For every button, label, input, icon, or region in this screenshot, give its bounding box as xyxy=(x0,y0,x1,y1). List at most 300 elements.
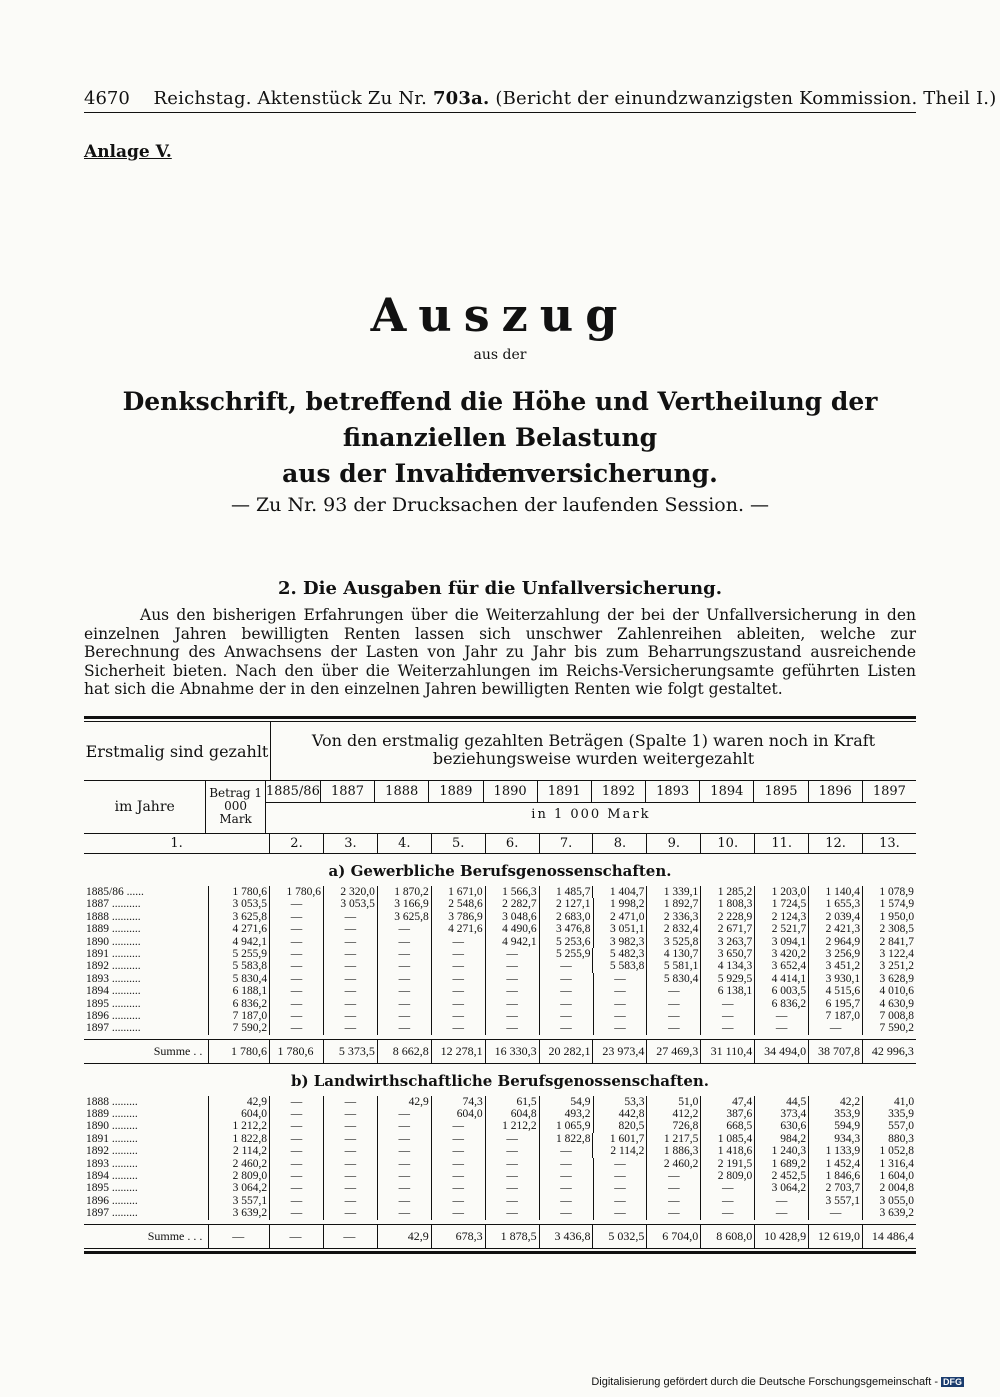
row-year: 1891 .......... xyxy=(86,947,141,960)
row-value: 44,5 xyxy=(754,1096,808,1108)
row-value: — xyxy=(269,1207,323,1219)
col-amount-label: Betrag 1 000 Mark xyxy=(205,781,264,833)
row-value: — xyxy=(377,1010,431,1022)
row-value: 3 263,7 xyxy=(700,936,754,948)
row-value: — xyxy=(485,1182,539,1194)
row-value: — xyxy=(269,1133,323,1145)
row-value: — xyxy=(269,985,323,997)
table-row xyxy=(84,936,916,948)
row-value: — xyxy=(700,1010,754,1022)
row-value: — xyxy=(485,1133,539,1145)
row-value: 3 982,3 xyxy=(593,936,647,948)
body-paragraph: Aus den bisherigen Erfahrungen über die Weiterzahlung der bei der Unfallversicherung in den einzelnen Jahren bewilligten Renten lassen sich unschwer Zahlenreihen ableiten, welche zur Berechnung des Anwachsens der Lasten von Jahr zu Jahr bis zum Beharrungszustand ausreichende Sicherheit bieten. Nach den über die Weiterzahlungen im Reichs-Versicherungsamte geführten Listen hat sich die Abnahme der in den einzelnen Jahren bewilligten Renten wie folgt gestaltet. xyxy=(84,606,916,698)
row-value: 1 870,2 xyxy=(377,886,431,898)
row-value: 2 548,6 xyxy=(431,898,485,910)
row-value: 3 122,4 xyxy=(862,948,916,960)
row-value: — xyxy=(593,1010,647,1022)
row-value: — xyxy=(700,998,754,1010)
row-value: — xyxy=(539,973,593,985)
row-value: 2 683,0 xyxy=(539,911,593,923)
row-value: 5 581,1 xyxy=(646,960,700,972)
row-amount: 2 114,2 xyxy=(208,1145,269,1157)
year-header: 1885/86 xyxy=(265,784,320,799)
row-value: — xyxy=(431,1145,485,1157)
row-value: 6 003,5 xyxy=(754,985,808,997)
year-header: 1896 xyxy=(808,781,862,802)
row-value: — xyxy=(431,1195,485,1207)
row-value: 4 630,9 xyxy=(862,998,916,1010)
row-value: 7 590,2 xyxy=(862,1022,916,1034)
row-amount: 7 590,2 xyxy=(208,1022,269,1034)
table-row xyxy=(84,998,916,1010)
header-number: 703a. xyxy=(432,88,490,109)
row-value: 4 942,1 xyxy=(485,936,539,948)
row-value: 7 008,8 xyxy=(862,1010,916,1022)
row-value: 3 557,1 xyxy=(808,1195,862,1207)
row-year: 1888 ......... xyxy=(86,1095,138,1108)
row-value: 53,3 xyxy=(593,1096,647,1108)
row-value: 1 217,5 xyxy=(646,1133,700,1145)
row-value: 4 490,6 xyxy=(485,923,539,935)
row-value: — xyxy=(377,1022,431,1034)
row-value: — xyxy=(431,960,485,972)
row-value: 2 421,3 xyxy=(808,923,862,935)
row-year: 1890 .......... xyxy=(86,935,141,948)
table-bottom-rule xyxy=(84,1251,916,1254)
header-rule xyxy=(84,112,916,113)
head-right: Von den erstmalig gezahlten Beträgen (Spalte 1) waren noch in Kraft beziehungsweise wurden weitergezahlt xyxy=(311,731,876,768)
row-value: 2 471,0 xyxy=(593,911,647,923)
row-value: — xyxy=(485,1207,539,1219)
table-row xyxy=(84,1182,916,1194)
table-row xyxy=(84,886,916,898)
row-value: — xyxy=(323,1096,377,1108)
row-value: 41,0 xyxy=(862,1096,916,1108)
row-value: — xyxy=(754,1022,808,1034)
row-value: — xyxy=(323,1182,377,1194)
row-value: — xyxy=(485,1158,539,1170)
row-amount: 2 460,2 xyxy=(208,1158,269,1170)
row-value: — xyxy=(700,1182,754,1194)
row-amount: 1 780,6 xyxy=(208,886,269,898)
row-value: 335,9 xyxy=(862,1108,916,1120)
row-value: 2 124,3 xyxy=(754,911,808,923)
row-value: — xyxy=(431,1120,485,1132)
column-number: 4. xyxy=(377,834,431,853)
row-value: 4 130,7 xyxy=(646,948,700,960)
row-value: — xyxy=(323,985,377,997)
row-value: — xyxy=(593,985,647,997)
row-value: 3 639,2 xyxy=(862,1207,916,1219)
row-value: — xyxy=(593,1195,647,1207)
row-value: 1 808,3 xyxy=(700,898,754,910)
aus-der: aus der xyxy=(473,347,527,363)
sum-amount: — xyxy=(208,1225,269,1248)
column-number: 8. xyxy=(592,834,646,853)
row-value: 3 930,1 xyxy=(808,973,862,985)
row-value: — xyxy=(269,1170,323,1182)
row-value: — xyxy=(539,1022,593,1034)
row-value: 1 724,5 xyxy=(754,898,808,910)
row-value: 4 134,3 xyxy=(700,960,754,972)
subtitle-line-2: aus der Invalidenversicherung. xyxy=(282,459,718,488)
row-value: — xyxy=(269,1096,323,1108)
row-value: 4 010,6 xyxy=(862,985,916,997)
row-value: — xyxy=(269,911,323,923)
row-value: — xyxy=(431,1133,485,1145)
row-value: — xyxy=(323,1010,377,1022)
row-value: 3 064,2 xyxy=(754,1182,808,1194)
row-value: — xyxy=(539,985,593,997)
row-value: — xyxy=(646,1022,700,1034)
year-header: 1888 xyxy=(374,781,428,802)
row-value: — xyxy=(269,1195,323,1207)
row-value: — xyxy=(754,1195,808,1207)
row-value: — xyxy=(646,985,700,997)
page-number: 4670 xyxy=(84,88,130,109)
header-post: (Bericht der einundzwanzigsten Kommission. Theil I.) xyxy=(495,88,997,109)
row-value: 3 786,9 xyxy=(431,911,485,923)
row-value: 1 780,6 xyxy=(269,886,323,898)
row-value: — xyxy=(269,898,323,910)
row-year: 1896 ......... xyxy=(86,1194,138,1207)
row-value: — xyxy=(539,1010,593,1022)
row-value: — xyxy=(431,973,485,985)
row-value: — xyxy=(323,960,377,972)
data-table xyxy=(84,716,916,1254)
sum-value: 27 469,3 xyxy=(646,1040,700,1063)
row-value: 5 482,3 xyxy=(592,948,646,960)
row-value: 6 836,2 xyxy=(754,998,808,1010)
year-block xyxy=(265,781,916,833)
row-value: 934,3 xyxy=(808,1133,862,1145)
row-amount: 3 639,2 xyxy=(208,1207,269,1219)
row-value: 4 271,6 xyxy=(431,923,485,935)
column-number: 9. xyxy=(646,834,700,853)
row-value: 3 652,4 xyxy=(754,960,808,972)
row-value: — xyxy=(269,936,323,948)
row-year: 1885/86 ...... xyxy=(86,886,144,898)
year-header: 1889 xyxy=(428,781,482,802)
row-value: — xyxy=(431,1207,485,1219)
row-value: 7 187,0 xyxy=(808,1010,862,1022)
row-value: — xyxy=(377,1195,431,1207)
row-value: 1 339,1 xyxy=(646,886,700,898)
row-value: 3 650,7 xyxy=(700,948,754,960)
row-amount: 2 809,0 xyxy=(208,1170,269,1182)
row-value: 2 336,3 xyxy=(646,911,700,923)
row-value: — xyxy=(269,1022,323,1034)
title-rule xyxy=(462,470,538,471)
row-amount: 4 942,1 xyxy=(208,936,269,948)
dfg-logo: DFG xyxy=(943,1377,962,1387)
row-year: 1895 .......... xyxy=(86,997,141,1010)
row-value: — xyxy=(539,998,593,1010)
row-value: — xyxy=(269,1182,323,1194)
row-value: 1 485,7 xyxy=(539,886,593,898)
row-amount: 3 625,8 xyxy=(208,911,269,923)
row-value: 2 039,4 xyxy=(808,911,862,923)
row-value: 1 052,8 xyxy=(862,1145,916,1157)
row-value: — xyxy=(431,936,485,948)
row-value: 1 212,2 xyxy=(485,1120,539,1132)
row-value: 3 625,8 xyxy=(377,911,431,923)
table-row xyxy=(84,1195,916,1207)
sum-value: 34 494,0 xyxy=(754,1040,808,1063)
row-value: 2 521,7 xyxy=(754,923,808,935)
sum-value: 20 282,1 xyxy=(539,1040,593,1063)
sum-value: 16 330,3 xyxy=(485,1040,539,1063)
row-value: 3 628,9 xyxy=(862,973,916,985)
row-value: 2 191,5 xyxy=(700,1158,754,1170)
row-value: — xyxy=(269,948,323,960)
row-year: 1892 ......... xyxy=(86,1145,138,1158)
row-value: 1 285,2 xyxy=(700,886,754,898)
row-value: — xyxy=(269,1145,323,1157)
row-value: — xyxy=(377,1207,431,1219)
row-year: 1897 .......... xyxy=(86,1022,141,1035)
row-amount: 3 064,2 xyxy=(208,1182,269,1194)
row-value: — xyxy=(377,1145,431,1157)
row-value: — xyxy=(539,960,593,972)
column-number: 11. xyxy=(754,834,808,853)
row-value: 2 703,7 xyxy=(808,1182,862,1194)
row-value: 2 228,9 xyxy=(700,911,754,923)
row-year: 1895 ......... xyxy=(86,1182,138,1195)
row-value: 5 929,5 xyxy=(700,973,754,985)
row-value: 1 418,6 xyxy=(700,1145,754,1157)
row-amount: 3 053,5 xyxy=(208,898,269,910)
row-value: — xyxy=(377,985,431,997)
sum-row xyxy=(84,1039,916,1064)
row-value: 1 574,9 xyxy=(862,898,916,910)
document-title: Auszug xyxy=(370,288,630,342)
row-amount: 42,9 xyxy=(208,1096,269,1108)
row-value: 604,8 xyxy=(485,1108,539,1120)
row-value: 1 886,3 xyxy=(646,1145,700,1157)
section-heading: 2. Die Ausgaben für die Unfallversicherung. xyxy=(277,578,722,599)
row-value: 1 133,9 xyxy=(808,1145,862,1157)
sum-amount: 1 780,6 xyxy=(208,1040,269,1063)
row-value: — xyxy=(485,998,539,1010)
row-value: — xyxy=(323,923,377,935)
row-value: — xyxy=(485,1010,539,1022)
table-row xyxy=(84,1096,916,1108)
session-reference: — Zu Nr. 93 der Drucksachen der laufenden Session. — xyxy=(230,494,770,516)
row-value: 6 138,1 xyxy=(700,985,754,997)
row-value: — xyxy=(593,973,647,985)
row-value: 1 078,9 xyxy=(862,886,916,898)
row-value: 880,3 xyxy=(862,1133,916,1145)
row-value: 2 841,7 xyxy=(862,936,916,948)
row-value: — xyxy=(754,1010,808,1022)
row-value: — xyxy=(593,1022,647,1034)
row-value: 3 420,2 xyxy=(754,948,808,960)
row-year: 1896 .......... xyxy=(86,1009,141,1022)
row-value: 820,5 xyxy=(593,1120,647,1132)
row-amount: 1 212,2 xyxy=(208,1120,269,1132)
row-value: 2 127,1 xyxy=(539,898,593,910)
sum-label: Summe . . xyxy=(153,1043,203,1058)
sum-value: 38 707,8 xyxy=(808,1040,862,1063)
row-value: 373,4 xyxy=(754,1108,808,1120)
row-value: — xyxy=(377,960,431,972)
document-subtitle xyxy=(80,384,920,492)
year-header: 1893 xyxy=(645,781,699,802)
column-number: 5. xyxy=(431,834,485,853)
row-value: — xyxy=(593,1207,647,1219)
row-value: — xyxy=(377,973,431,985)
row-value: — xyxy=(593,998,647,1010)
sum-value: 3 436,8 xyxy=(539,1225,593,1248)
row-value: 5 583,8 xyxy=(592,960,646,972)
row-value: — xyxy=(377,1120,431,1132)
row-value: — xyxy=(323,1195,377,1207)
sum-value: 5 373,5 xyxy=(323,1040,377,1063)
row-value: 61,5 xyxy=(485,1096,539,1108)
table-row xyxy=(84,1133,916,1145)
row-year: 1893 .......... xyxy=(86,972,141,985)
row-value: 2 460,2 xyxy=(646,1158,700,1170)
row-value: — xyxy=(323,1108,377,1120)
row-year: 1894 ......... xyxy=(86,1170,138,1183)
row-year: 1890 ......... xyxy=(86,1120,138,1133)
row-value: — xyxy=(593,1170,647,1182)
row-value: — xyxy=(377,936,431,948)
column-number: 3. xyxy=(323,834,377,853)
row-value: — xyxy=(431,1182,485,1194)
row-amount: 604,0 xyxy=(208,1108,269,1120)
row-value: — xyxy=(485,1170,539,1182)
row-value: 1 671,0 xyxy=(431,886,485,898)
row-value: — xyxy=(377,1133,431,1145)
row-value: 2 114,2 xyxy=(592,1145,646,1157)
column-number: 2. xyxy=(269,834,323,853)
row-value: — xyxy=(485,948,539,960)
row-value: 1 846,6 xyxy=(808,1170,862,1182)
sum-value: 42 996,3 xyxy=(862,1040,916,1063)
row-value: — xyxy=(431,1010,485,1022)
row-value: 412,2 xyxy=(646,1108,700,1120)
row-year: 1894 .......... xyxy=(86,985,141,998)
row-value: — xyxy=(646,1170,700,1182)
row-value: 74,3 xyxy=(431,1096,485,1108)
row-amount: 4 271,6 xyxy=(208,923,269,935)
row-value: — xyxy=(323,1022,377,1034)
sum-value: 10 428,9 xyxy=(754,1225,808,1248)
row-value: 3 476,8 xyxy=(539,923,593,935)
row-value: — xyxy=(269,960,323,972)
group-title: a) Gewerbliche Berufsgenossenschaften. xyxy=(328,862,672,880)
row-value: 557,0 xyxy=(862,1120,916,1132)
row-value: — xyxy=(431,1022,485,1034)
row-value: 5 253,6 xyxy=(539,936,593,948)
row-value: 1 065,9 xyxy=(539,1120,593,1132)
row-year: 1897 ......... xyxy=(86,1207,138,1220)
header-pre: Reichstag. Aktenstück Zu Nr. xyxy=(153,88,428,109)
row-value: — xyxy=(323,1120,377,1132)
table-subhead xyxy=(84,780,916,833)
row-value: 2 671,7 xyxy=(700,923,754,935)
table-row xyxy=(84,1022,916,1034)
row-value: 1 566,3 xyxy=(485,886,539,898)
row-amount: 5 583,8 xyxy=(208,960,269,972)
row-value: 1 604,0 xyxy=(862,1170,916,1182)
row-amount: 6 836,2 xyxy=(208,998,269,1010)
row-value: — xyxy=(485,1145,539,1157)
row-value: — xyxy=(646,1010,700,1022)
row-value: — xyxy=(539,1182,593,1194)
row-value: — xyxy=(269,1120,323,1132)
table-row xyxy=(84,1010,916,1022)
row-value: — xyxy=(323,1207,377,1219)
row-year: 1892 .......... xyxy=(86,960,141,973)
row-value: — xyxy=(700,1207,754,1219)
sum-value: 31 110,4 xyxy=(700,1040,754,1063)
row-value: 3 251,2 xyxy=(862,960,916,972)
row-value: — xyxy=(377,1158,431,1170)
row-value: 984,2 xyxy=(754,1133,808,1145)
year-header: 1892 xyxy=(591,781,645,802)
row-value: — xyxy=(323,936,377,948)
year-header: 1887 xyxy=(320,781,374,802)
row-value: — xyxy=(539,1195,593,1207)
table-row xyxy=(84,911,916,923)
row-value: — xyxy=(539,1145,593,1157)
table-row xyxy=(84,923,916,935)
row-value: — xyxy=(539,1207,593,1219)
column-number: 13. xyxy=(862,834,916,853)
row-value: — xyxy=(269,1158,323,1170)
row-value: — xyxy=(754,1207,808,1219)
row-value: — xyxy=(269,973,323,985)
page-header xyxy=(84,88,997,109)
table-row xyxy=(84,1120,916,1132)
sum-value: 12 278,1 xyxy=(431,1040,485,1063)
row-value: — xyxy=(431,998,485,1010)
table-row xyxy=(84,1145,916,1157)
row-value: 3 053,5 xyxy=(323,898,377,910)
row-value: 1 601,7 xyxy=(592,1133,646,1145)
year-header: 1894 xyxy=(699,781,753,802)
row-value: 3 094,1 xyxy=(754,936,808,948)
row-value: — xyxy=(646,1207,700,1219)
sum-value: 1 878,5 xyxy=(485,1225,539,1248)
row-value: — xyxy=(646,1195,700,1207)
sum-value: 5 032,5 xyxy=(592,1225,646,1248)
row-value: — xyxy=(323,998,377,1010)
column-number: 12. xyxy=(808,834,862,853)
row-year: 1893 ......... xyxy=(86,1157,138,1170)
row-year: 1887 .......... xyxy=(86,898,141,911)
row-value: 42,2 xyxy=(808,1096,862,1108)
sum-value: — xyxy=(323,1225,377,1248)
row-value: 3 166,9 xyxy=(377,898,431,910)
row-year: 1891 ......... xyxy=(86,1132,138,1145)
footer xyxy=(591,1376,964,1388)
sum-value: 42,9 xyxy=(377,1225,431,1248)
table-row xyxy=(84,1207,916,1219)
sum-value-empty: 1 780,6 xyxy=(269,1040,323,1063)
table-row xyxy=(84,898,916,910)
row-value: 594,9 xyxy=(808,1120,862,1132)
row-amount: 3 557,1 xyxy=(208,1195,269,1207)
row-value: — xyxy=(269,1010,323,1022)
table-top-rule xyxy=(84,716,916,719)
row-year: 1888 .......... xyxy=(86,910,141,923)
row-value: 3 051,1 xyxy=(593,923,647,935)
row-value: 442,8 xyxy=(593,1108,647,1120)
